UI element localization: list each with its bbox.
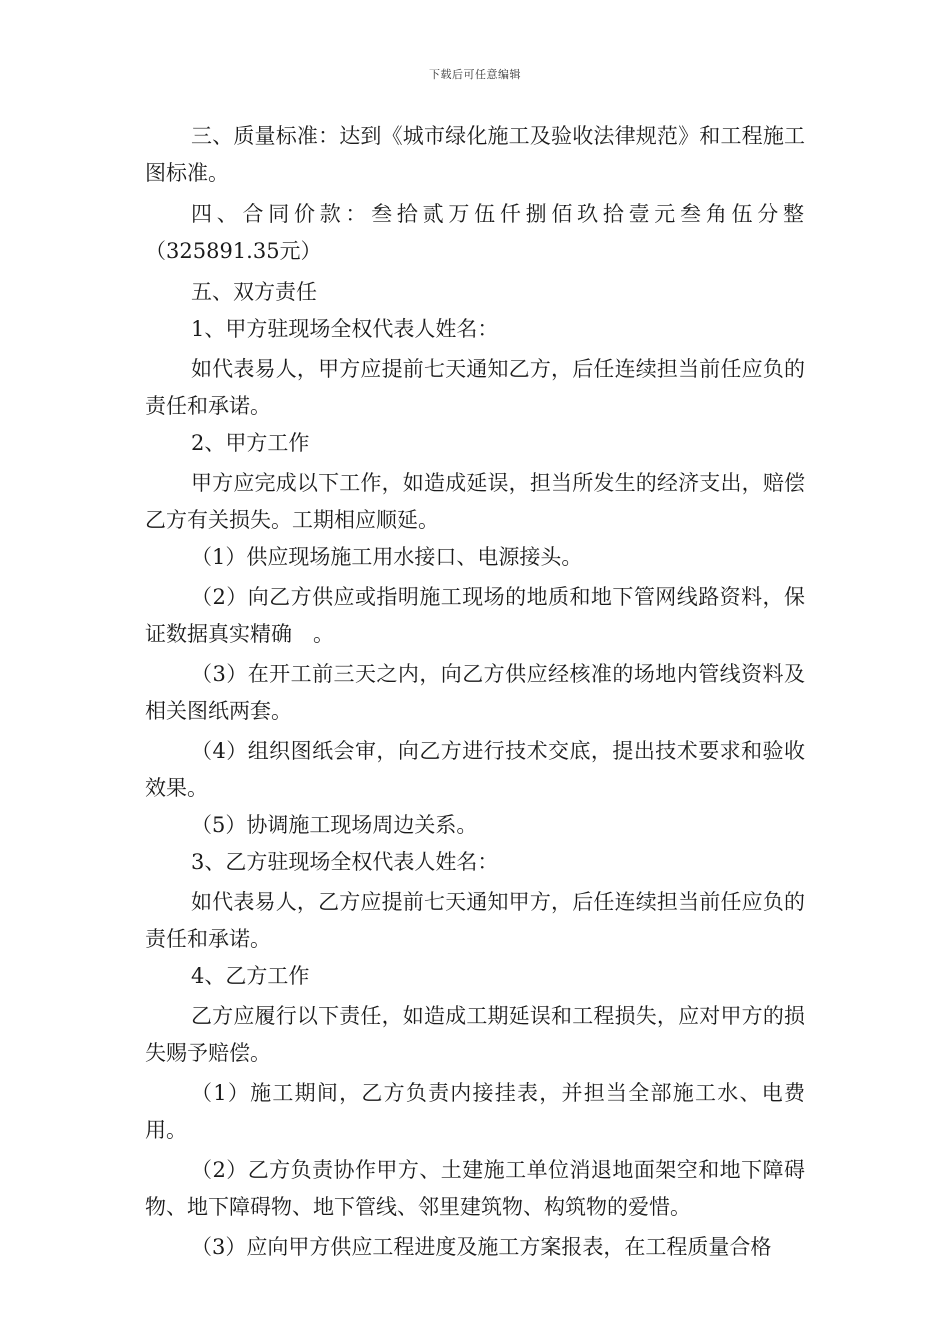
party-b-representative-paragraph: 如代表易人，乙方应提前七天通知甲方，后任连续担当前任应负的责任和承诺。 bbox=[145, 890, 805, 951]
party-a-work-paragraph: 甲方应完成以下工作，如造成延误，担当所发生的经济支出，赔偿乙方有关损失。工期相应顺延。 bbox=[145, 471, 805, 532]
contract-price-paragraph: 四、合同价款：叁拾贰万伍仟捌佰玖拾壹元叁角伍分整 bbox=[191, 202, 805, 226]
party-a-item-5: （5）协调施工现场周边关系。 bbox=[191, 813, 478, 837]
party-b-representative-heading: 3、乙方驻现场全权代表人姓名： bbox=[191, 850, 499, 874]
party-a-item-3: （3）在开工前三天之内，向乙方供应经核准的场地内管线资料及相关图纸两套。 bbox=[145, 662, 805, 723]
party-a-work-heading: 2、甲方工作 bbox=[191, 431, 310, 455]
party-b-work-heading: 4、乙方工作 bbox=[191, 964, 310, 988]
section-heading-responsibilities: 五、双方责任 bbox=[191, 280, 317, 304]
page-header: 下载后可任意编辑 bbox=[429, 68, 521, 81]
quality-standard-paragraph: 三、质量标准：达到《城市绿化施工及验收法律规范》和工程施工图标准。 bbox=[145, 124, 805, 185]
party-a-item-4: （4）组织图纸会审，向乙方进行技术交底，提出技术要求和验收效果。 bbox=[145, 739, 805, 800]
party-a-item-1: （1）供应现场施工用水接口、电源接头。 bbox=[191, 545, 583, 569]
party-b-item-2: （2）乙方负责协作甲方、土建施工单位消退地面架空和地下障碍物、地下障碍物、地下管线、邻里建筑物、构筑物的爱惜。 bbox=[145, 1158, 805, 1219]
party-b-item-1: （1）施工期间，乙方负责内接挂表，并担当全部施工水、电费用。 bbox=[145, 1081, 805, 1142]
party-b-work-paragraph: 乙方应履行以下责任，如造成工期延误和工程损失，应对甲方的损失赐予赔偿。 bbox=[145, 1004, 805, 1065]
contract-price-amount: （325891.35元） bbox=[145, 239, 322, 263]
document-body bbox=[145, 118, 805, 1266]
party-a-representative-heading: 1、甲方驻现场全权代表人姓名： bbox=[191, 317, 499, 341]
party-a-representative-paragraph: 如代表易人，甲方应提前七天通知乙方，后任连续担当前任应负的责任和承诺。 bbox=[145, 357, 805, 418]
party-b-item-3: （3）应向甲方供应工程进度及施工方案报表，在工程质量合格 bbox=[191, 1235, 772, 1259]
party-a-item-2: （2）向乙方供应或指明施工现场的地质和地下管网线路资料，保证数据真实精确 。 bbox=[145, 585, 805, 646]
